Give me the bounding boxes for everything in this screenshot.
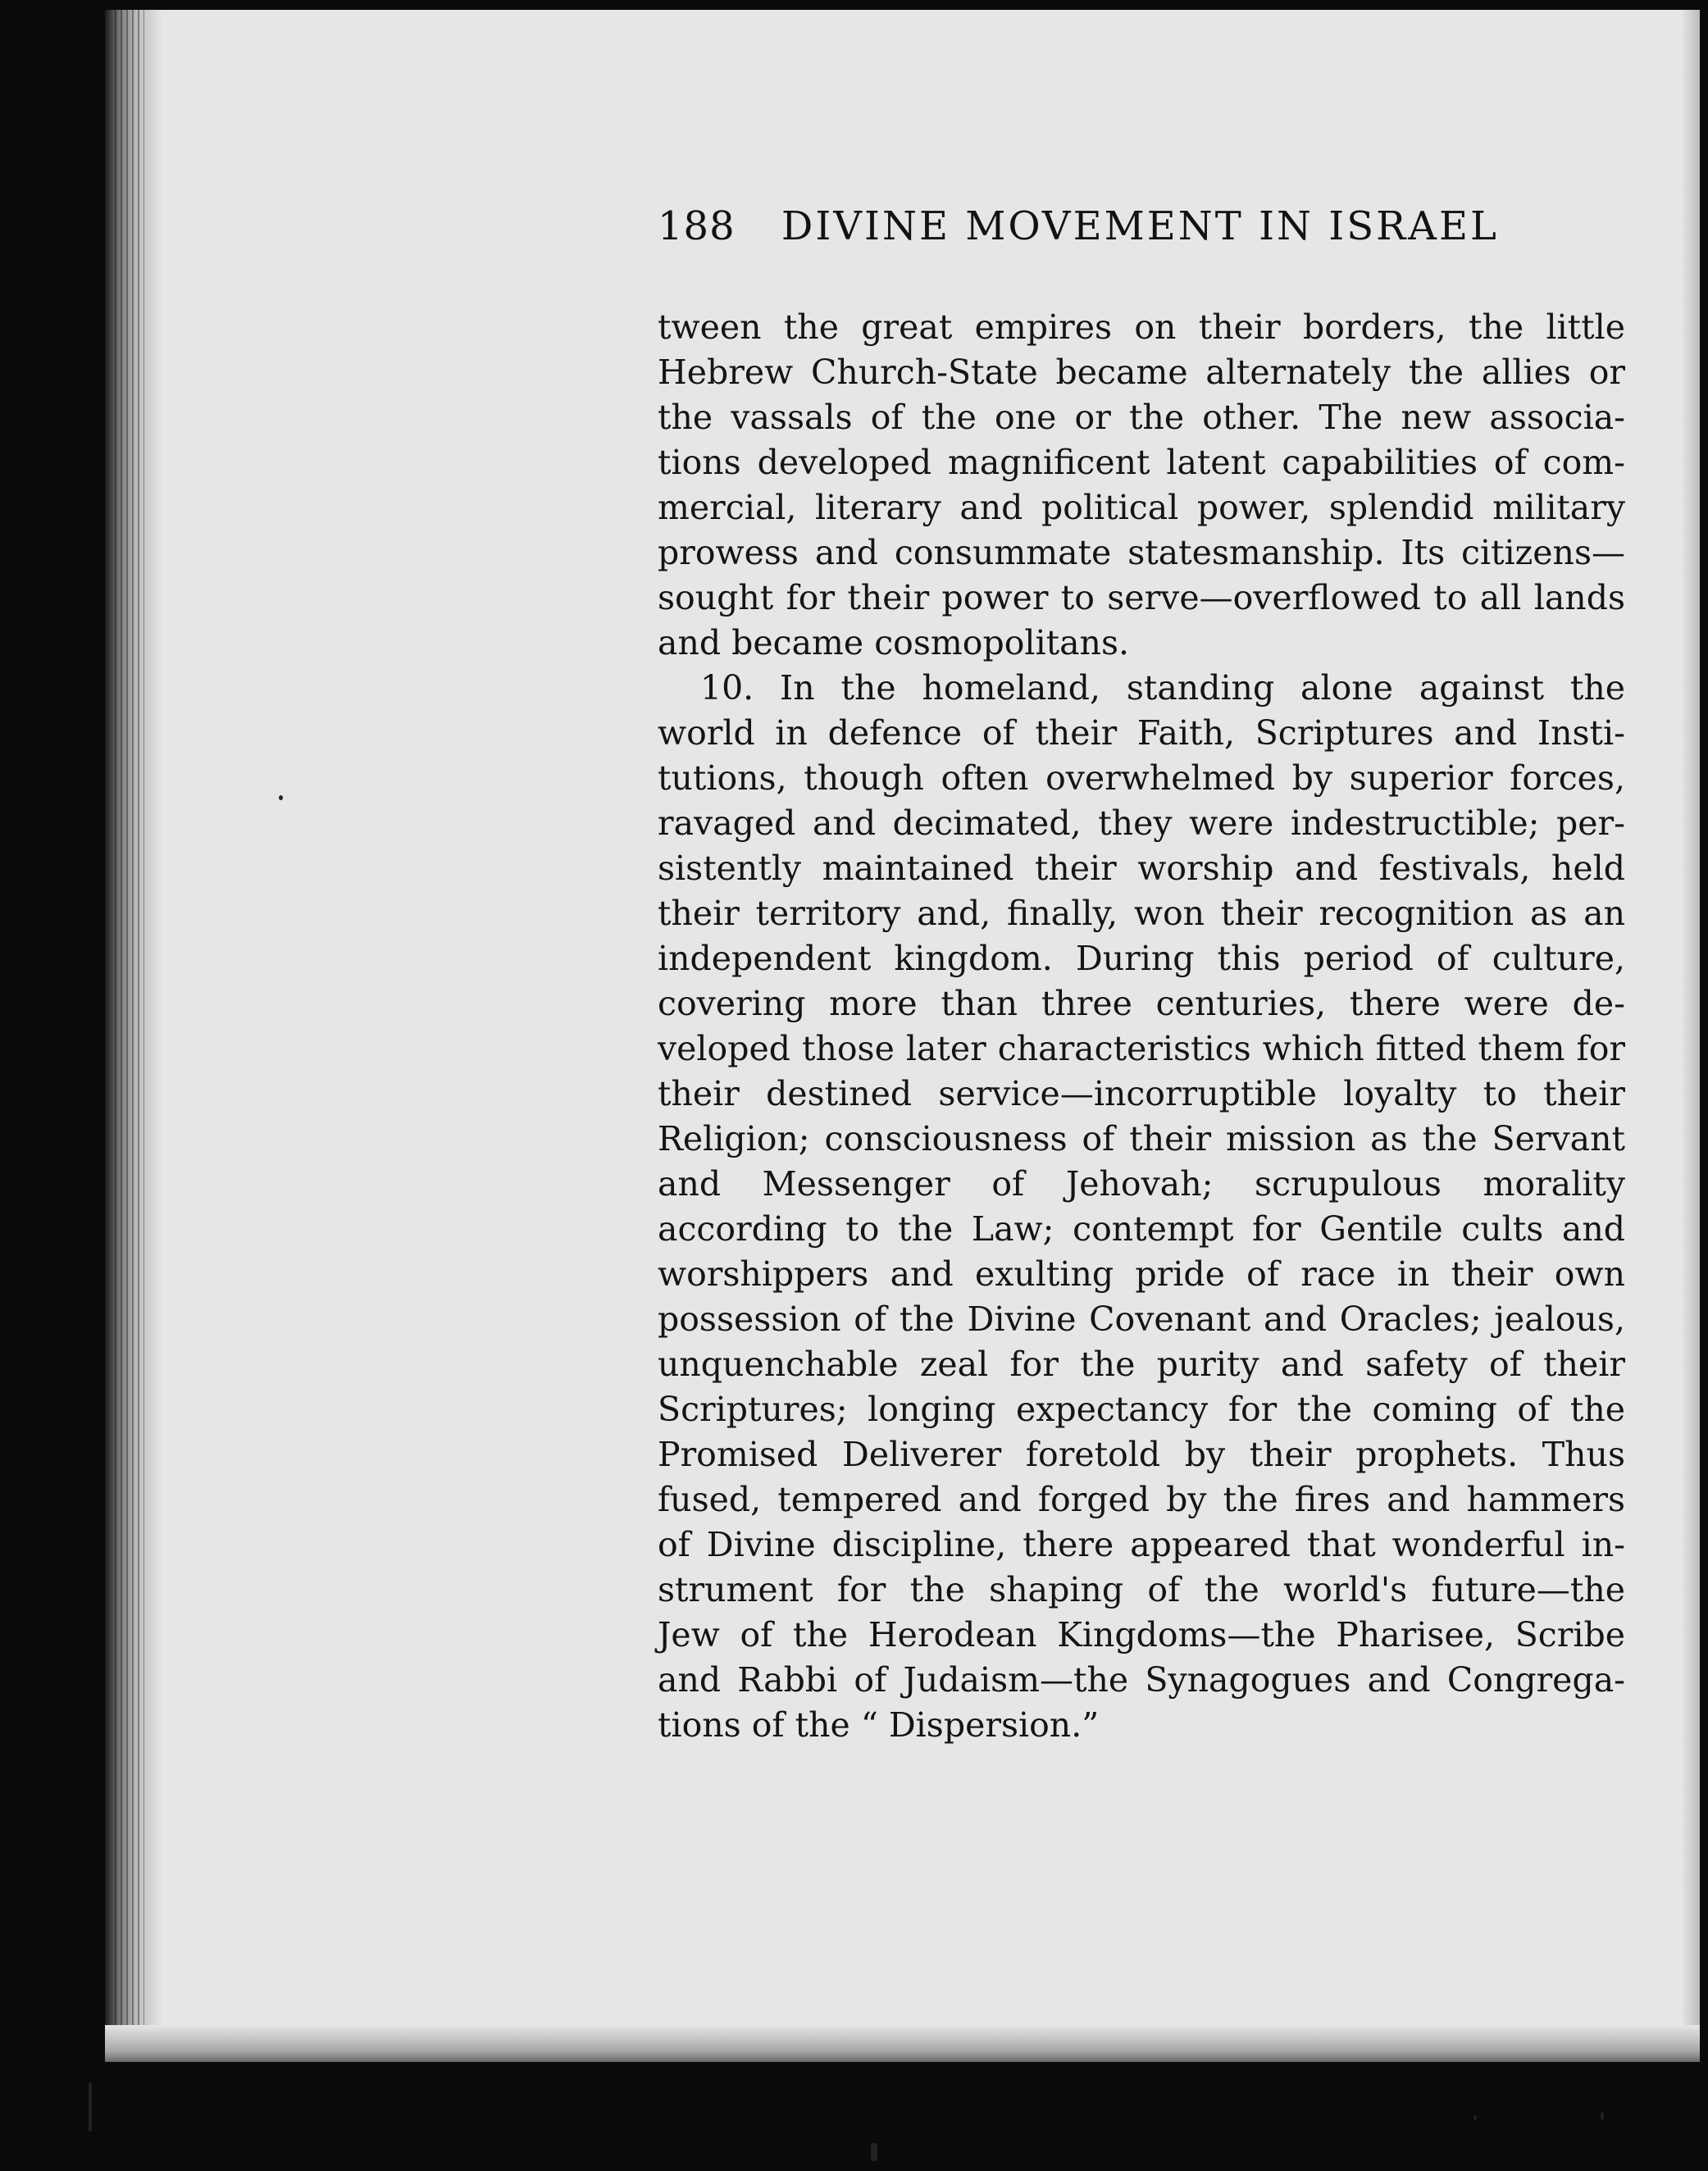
text-line: their destined service—incorruptible loyalty to their bbox=[658, 1074, 1625, 1113]
scan-speck bbox=[279, 795, 283, 800]
scan-speck bbox=[1473, 2115, 1477, 2120]
text-line: sistently maintained their worship and festivals, held bbox=[658, 849, 1625, 888]
text-line: Scriptures; longing expectancy for the coming of the bbox=[658, 1390, 1625, 1429]
text-line: veloped those later characteristics which fitted them for bbox=[658, 1029, 1625, 1068]
text-line: tween the great empires on their borders, the little bbox=[658, 307, 1625, 347]
text-line: unquenchable zeal for the purity and safety of their bbox=[658, 1345, 1625, 1384]
text-line: strument for the shaping of the world's future—the bbox=[658, 1570, 1625, 1609]
text-line: covering more than three centuries, there were de- bbox=[658, 984, 1625, 1023]
scan-speck bbox=[89, 2082, 92, 2132]
scan-speck bbox=[1601, 2112, 1604, 2120]
body-text bbox=[658, 305, 1625, 1748]
text-line: mercial, literary and political power, splendid military bbox=[658, 488, 1625, 527]
text-line: ravaged and decimated, they were indestructible; per- bbox=[658, 803, 1625, 843]
text-line: independent kingdom. During this period of culture, bbox=[658, 939, 1625, 978]
running-title: DIVINE MOVEMENT IN ISRAEL bbox=[781, 203, 1499, 249]
text-line: worshippers and exulting pride of race in their own bbox=[658, 1254, 1625, 1294]
text-line: and became cosmopolitans. bbox=[658, 623, 1130, 662]
text-line: Hebrew Church-State became alternately the allies or bbox=[658, 353, 1625, 392]
running-head bbox=[658, 203, 1499, 249]
text-line: the vassals of the one or the other. The new associa- bbox=[658, 398, 1625, 437]
text-line: and Messenger of Jehovah; scrupulous morality bbox=[658, 1164, 1625, 1204]
text-line: sought for their power to serve—overflowed to all lands bbox=[658, 578, 1625, 617]
page-right-edge bbox=[1681, 10, 1700, 2062]
text-line: according to the Law; contempt for Gentile cults and bbox=[658, 1209, 1625, 1249]
scan-speck bbox=[871, 2143, 877, 2161]
text-line: tions developed magnificent latent capabilities of com- bbox=[658, 443, 1625, 482]
text-line: Jew of the Herodean Kingdoms—the Pharisee, Scribe bbox=[658, 1615, 1625, 1654]
text-line: fused, tempered and forged by the fires and hammers bbox=[658, 1480, 1625, 1519]
text-line: possession of the Divine Covenant and Oracles; jealous, bbox=[658, 1299, 1625, 1339]
text-line: prowess and consummate statesmanship. Its citizens— bbox=[658, 533, 1625, 572]
page-bottom-shadow bbox=[105, 2025, 1700, 2062]
text-line: Religion; consciousness of their mission as the Servant bbox=[658, 1119, 1625, 1158]
paragraph-start-line: 10. In the homeland, standing alone against the bbox=[700, 668, 1625, 708]
page-number: 188 bbox=[658, 203, 736, 249]
text-line: their territory and, finally, won their recognition as an bbox=[658, 894, 1625, 933]
text-line: tions of the “ Dispersion.” bbox=[658, 1705, 1100, 1745]
text-line: world in defence of their Faith, Scriptures and Insti- bbox=[658, 713, 1625, 753]
text-line: of Divine discipline, there appeared that wonderful in- bbox=[658, 1525, 1625, 1564]
text-line: and Rabbi of Judaism—the Synagogues and Congrega- bbox=[658, 1660, 1625, 1700]
text-line: Promised Deliverer foretold by their prophets. Thus bbox=[658, 1435, 1625, 1474]
text-line: tutions, though often overwhelmed by superior forces, bbox=[658, 758, 1625, 798]
spine-streaks bbox=[115, 10, 144, 2062]
